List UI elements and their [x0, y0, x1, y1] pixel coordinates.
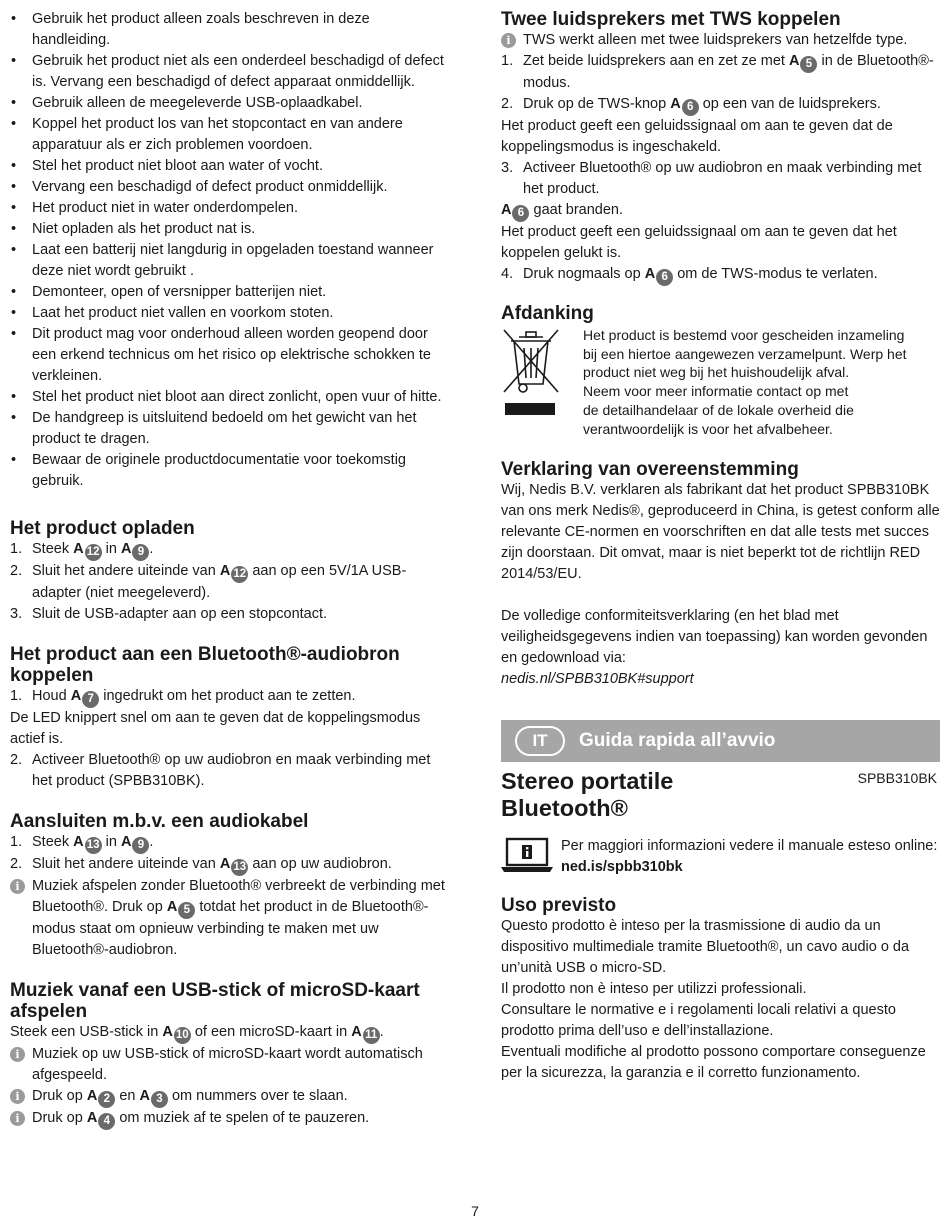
info-note: i Druk op A 2 en A 3 om nummers over te slaan.: [10, 1086, 450, 1108]
note-text: Het product geeft een geluidssignaal om aan te geven dat het koppelen gelukt is.: [501, 224, 897, 261]
part-number-badge: 12: [231, 566, 248, 583]
use-paragraph: Il prodotto non è inteso per utilizzi professionali.: [501, 981, 807, 998]
part-number-badge: 2: [98, 1091, 115, 1108]
safety-item: • Stel het product niet bloot aan water of vocht.: [10, 156, 450, 177]
note-text: De LED knippert snel om aan te geven dat de koppelingsmodus actief is.: [10, 710, 421, 747]
part-number-badge: 5: [178, 902, 195, 919]
part-number-badge: 7: [82, 691, 99, 708]
safety-item: • Laat een batterij niet langdurig in opgeladen toestand wanneer deze niet wordt gebruikt .: [10, 240, 450, 282]
safety-list: [10, 9, 450, 492]
disposal-section: [501, 303, 941, 438]
safety-item: • Het product niet in water onderdompelen.: [10, 198, 450, 219]
disposal-text: Het product is bestemd voor gescheiden inzameling bij een hiertoe aangewezen verzamelpunt. Werp het product niet weg bij het huishoudelijk afval. Neem voor meer informatie contact op met de detailhandelaar of de lokale overheid die verantwoordelijk is voor het afvalbeheer.: [583, 327, 907, 437]
safety-item: • Gebruik alleen de meegeleverde USB-oplaadkabel.: [10, 93, 450, 114]
use-paragraph: Consultare le normative e i regolamenti locali relativi a questo prodotto prima dell’uso e dell’installazione.: [501, 1002, 896, 1040]
part-number-badge: 6: [682, 99, 699, 116]
product-title: Stereo portatile Bluetooth®: [501, 768, 674, 822]
info-icon: i: [501, 33, 516, 48]
info-icon: i: [10, 1089, 25, 1104]
conformity-download-text: De volledige conformiteitsverklaring (en het blad met veiligheidsgegevens indien van toepassing) kan worden gevonden en gedownload via:: [501, 608, 928, 667]
step: 2. Activeer Bluetooth® op uw audiobron en maak verbinding met het product (SPBB310BK).: [10, 752, 431, 789]
note-text: A 6 gaat branden.: [501, 200, 941, 222]
section-title: Het product opladen: [10, 518, 195, 539]
intended-use-section: [501, 895, 941, 1084]
info-icon: i: [10, 1047, 25, 1062]
part-number-badge: 3: [151, 1091, 168, 1108]
info-note: i Muziek op uw USB-stick of microSD-kaart wordt automatisch afgespeeld.: [10, 1044, 450, 1086]
disposal-block: [501, 326, 941, 438]
safety-item: • Koppel het product los van het stopcontact en van andere apparatuur als er zich problemen voordoen.: [10, 114, 450, 156]
intro-text: Steek een USB-stick in A 10 of een microSD-kaart in A 11 .: [10, 1022, 450, 1044]
info-icon: i: [10, 879, 25, 894]
manual-info-block: [501, 836, 941, 879]
product-code: SPBB310BK: [857, 770, 937, 787]
safety-item: • De handgreep is uitsluitend bedoeld om het gewicht van het product te dragen.: [10, 408, 450, 450]
cable-section: [10, 811, 450, 961]
language-section-title: Guida rapida all’avvio: [579, 730, 776, 752]
part-number-badge: 12: [85, 544, 102, 561]
part-number-badge: 13: [231, 859, 248, 876]
step: 1. Zet beide luidsprekers aan en zet ze met A 5 in de Bluetooth®-modus.: [501, 53, 934, 91]
product-header: [501, 768, 941, 824]
safety-item: • Laat het product niet vallen en voorkom stoten.: [10, 303, 450, 324]
part-number-badge: 6: [656, 269, 673, 286]
use-paragraph: Questo prodotto è inteso per la trasmissione di audio da un dispositivo multimediale tramite Bluetooth®, un cavo audio o da un’unità USB o micro-SD.: [501, 918, 910, 977]
safety-item: • Vervang een beschadigd of defect product onmiddellijk.: [10, 177, 450, 198]
step: 1. Steek A 12 in A 9 .: [10, 539, 450, 561]
language-code-badge: IT: [515, 726, 565, 756]
manual-link[interactable]: ned.is/spbb310bk: [561, 859, 683, 876]
safety-item: • Stel het product niet bloot aan direct zonlicht, open vuur of hitte.: [10, 387, 450, 408]
usb-section: [10, 980, 450, 1130]
step: 3. Sluit de USB-adapter aan op een stopcontact.: [10, 606, 328, 622]
laptop-info-icon: [501, 836, 553, 879]
support-link[interactable]: nedis.nl/SPBB310BK#support: [501, 671, 694, 688]
part-number-badge: 5: [800, 56, 817, 73]
part-number-badge: 11: [363, 1027, 380, 1044]
note-text: Het product geeft een geluidssignaal om aan te geven dat de koppelingsmodus is ingeschakeld.: [501, 118, 893, 155]
use-paragraph: Eventuali modifiche al prodotto possono comportare conseguenze per la sicurezza, la garanzia e il corretto funzionamento.: [501, 1044, 926, 1082]
tws-section: [501, 9, 941, 286]
right-column: [501, 9, 941, 1084]
language-header-bar: [501, 720, 940, 762]
safety-item: • Demonteer, open of versnipper batterijen niet.: [10, 282, 450, 303]
section-title: Aansluiten m.b.v. een audiokabel: [10, 811, 309, 832]
info-note: i Muziek afspelen zonder Bluetooth® verbreekt de verbinding met Bluetooth®. Druk op A 5 totdat het product in de Bluetooth®-modus staat om opnieuw verbinding te maken met uw Bluetooth®-audiobron.: [10, 876, 450, 961]
step: 3. Activeer Bluetooth® op uw audiobron en maak verbinding met het product.: [501, 160, 922, 197]
part-number-badge: 6: [512, 205, 529, 222]
charging-section: [10, 518, 450, 625]
step: 1. Steek A 13 in A 9 .: [10, 832, 450, 854]
section-title: Afdanking: [501, 303, 594, 324]
left-column: [10, 9, 450, 1130]
section-title: Muziek vanaf een USB-stick of microSD-kaart afspelen: [10, 980, 420, 1022]
part-number-badge: 10: [174, 1027, 191, 1044]
step: 4. Druk nogmaals op A 6 om de TWS-modus te verlaten.: [501, 264, 941, 286]
step: 2. Druk op de TWS-knop A 6 op een van de luidsprekers.: [501, 94, 941, 116]
page-number: 7: [471, 1203, 479, 1219]
manual-info-text: Per maggiori informazioni vedere il manuale esteso online: ned.is/spbb310bk: [561, 836, 937, 879]
conformity-section: [501, 459, 941, 690]
info-note: i TWS werkt alleen met twee luidsprekers van hetzelfde type.: [501, 30, 941, 51]
step: 1. Houd A 7 ingedrukt om het product aan te zetten.: [10, 686, 450, 708]
pairing-section: [10, 644, 450, 792]
section-title: Twee luidsprekers met TWS koppelen: [501, 9, 841, 30]
weee-bin-icon: [501, 326, 569, 438]
safety-item: • Dit product mag voor onderhoud alleen worden geopend door een erkend technicus om het risico op elektrische schokken te verkleinen.: [10, 324, 450, 387]
safety-item: • Gebruik het product alleen zoals beschreven in deze handleiding.: [10, 9, 450, 51]
part-number-badge: 9: [132, 544, 149, 561]
info-icon: i: [10, 1111, 25, 1126]
section-title: Het product aan een Bluetooth®-audiobron koppelen: [10, 644, 400, 686]
safety-item: • Niet opladen als het product nat is.: [10, 219, 450, 240]
safety-item: • Bewaar de originele productdocumentatie voor toekomstig gebruik.: [10, 450, 450, 492]
section-title: Uso previsto: [501, 895, 617, 917]
conformity-text: Wij, Nedis B.V. verklaren als fabrikant dat het product SPBB310BK van ons merk Nedis®, geproduceerd in China, is getest conform alle relevante CE-normen en voorschriften en dat alle tests met succes zijn doorstaan. Dit omvat, maar is niet beperkt tot de richtlijn RED 2014/53/EU.: [501, 482, 940, 583]
step: 2. Sluit het andere uiteinde van A 13 aan op uw audiobron.: [10, 854, 450, 876]
part-number-badge: 9: [132, 837, 149, 854]
part-number-badge: 4: [98, 1113, 115, 1130]
info-note: i Druk op A 4 om muziek af te spelen of te pauzeren.: [10, 1108, 450, 1130]
safety-item: • Gebruik het product niet als een onderdeel beschadigd of defect is. Vervang een beschadigd of defect apparaat onmiddellijk.: [10, 51, 450, 93]
section-title: Verklaring van overeenstemming: [501, 459, 799, 481]
part-number-badge: 13: [85, 837, 102, 854]
step: 2. Sluit het andere uiteinde van A 12 aan op een 5V/1A USB-adapter (niet meegeleverd).: [10, 563, 407, 601]
